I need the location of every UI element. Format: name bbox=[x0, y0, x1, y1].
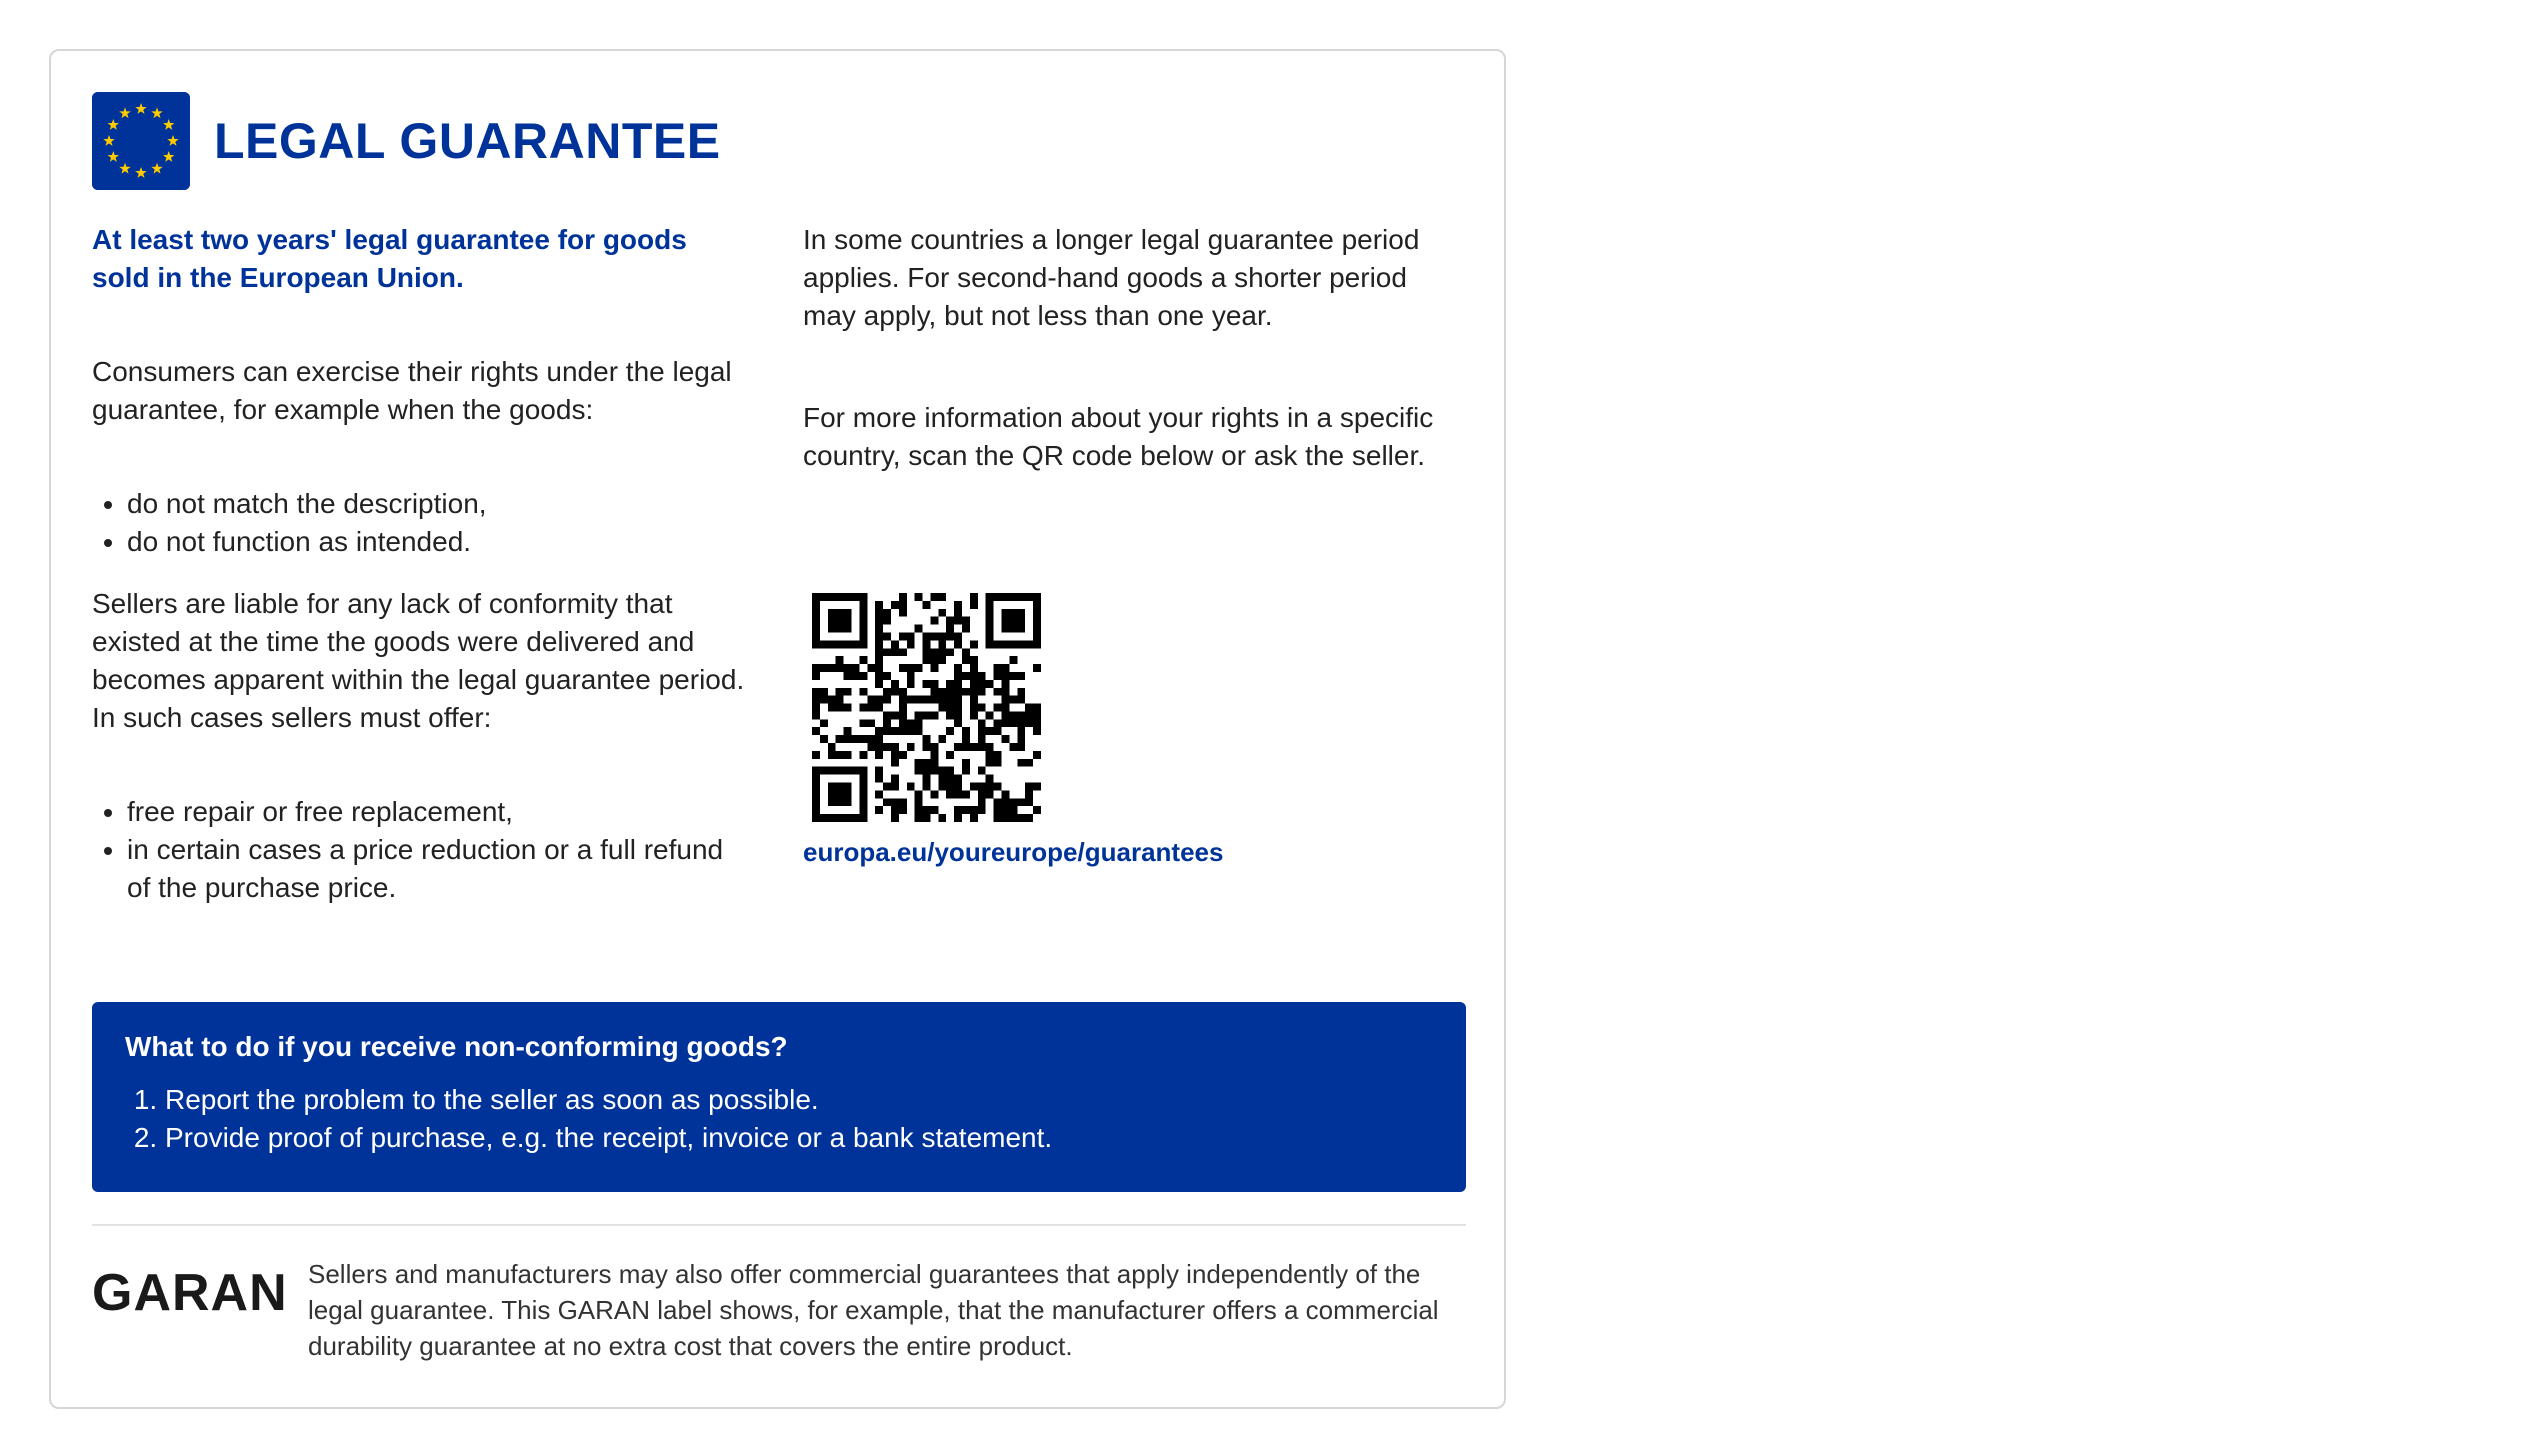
eu-flag-icon bbox=[92, 92, 190, 190]
more-info-paragraph: For more information about your rights in a specific country, scan the QR code below or ask the seller. bbox=[803, 402, 1434, 471]
longer-period-paragraph: In some countries a longer legal guarantee period applies. For second-hand goods a shorter period may apply, but not less than one year. bbox=[803, 224, 1420, 331]
box-heading: What to do if you receive non-conforming goods? bbox=[125, 1031, 788, 1062]
rights-paragraph: Consumers can exercise their rights under the legal guarantee, for example when the goods: bbox=[92, 356, 732, 425]
garan-label: GARAN bbox=[92, 1264, 288, 1322]
steps-list bbox=[125, 1081, 1433, 1157]
remedies-list bbox=[92, 793, 752, 907]
page-title: LEGAL GUARANTEE bbox=[214, 113, 721, 169]
seller-liability-paragraph: Sellers are liable for any lack of conformity that existed at the time the goods were delivered and becomes apparent within the legal guarantee period. In such cases sellers must offer: bbox=[92, 588, 745, 733]
divider bbox=[92, 1224, 1466, 1226]
list-item: • do not function as intended. bbox=[127, 523, 752, 561]
right-column bbox=[803, 221, 1463, 475]
list-item: 1. Report the problem to the seller as soon as possible. bbox=[165, 1081, 1433, 1119]
qr-code-icon[interactable] bbox=[812, 593, 1041, 822]
garan-description: Sellers and manufacturers may also offer commercial guarantees that apply independently of the legal guarantee. This GARAN label shows, for example, that the manufacturer offers a commercial durability guarantee at no extra cost that covers the entire product. bbox=[308, 1259, 1439, 1361]
intro-text: At least two years' legal guarantee for goods sold in the European Union. bbox=[92, 224, 687, 293]
list-item: • free repair or free replacement, bbox=[127, 793, 752, 831]
rights-list bbox=[92, 485, 752, 561]
non-conforming-goods-box bbox=[92, 1002, 1466, 1192]
legal-guarantee-card bbox=[49, 49, 1506, 1409]
guarantees-link[interactable]: europa.eu/youreurope/guarantees bbox=[803, 837, 1224, 867]
list-item: 2. Provide proof of purchase, e.g. the receipt, invoice or a bank statement. bbox=[165, 1119, 1433, 1157]
list-item: • in certain cases a price reduction or a full refund of the purchase price. bbox=[127, 831, 752, 907]
left-column bbox=[92, 221, 752, 907]
list-item: • do not match the description, bbox=[127, 485, 752, 523]
